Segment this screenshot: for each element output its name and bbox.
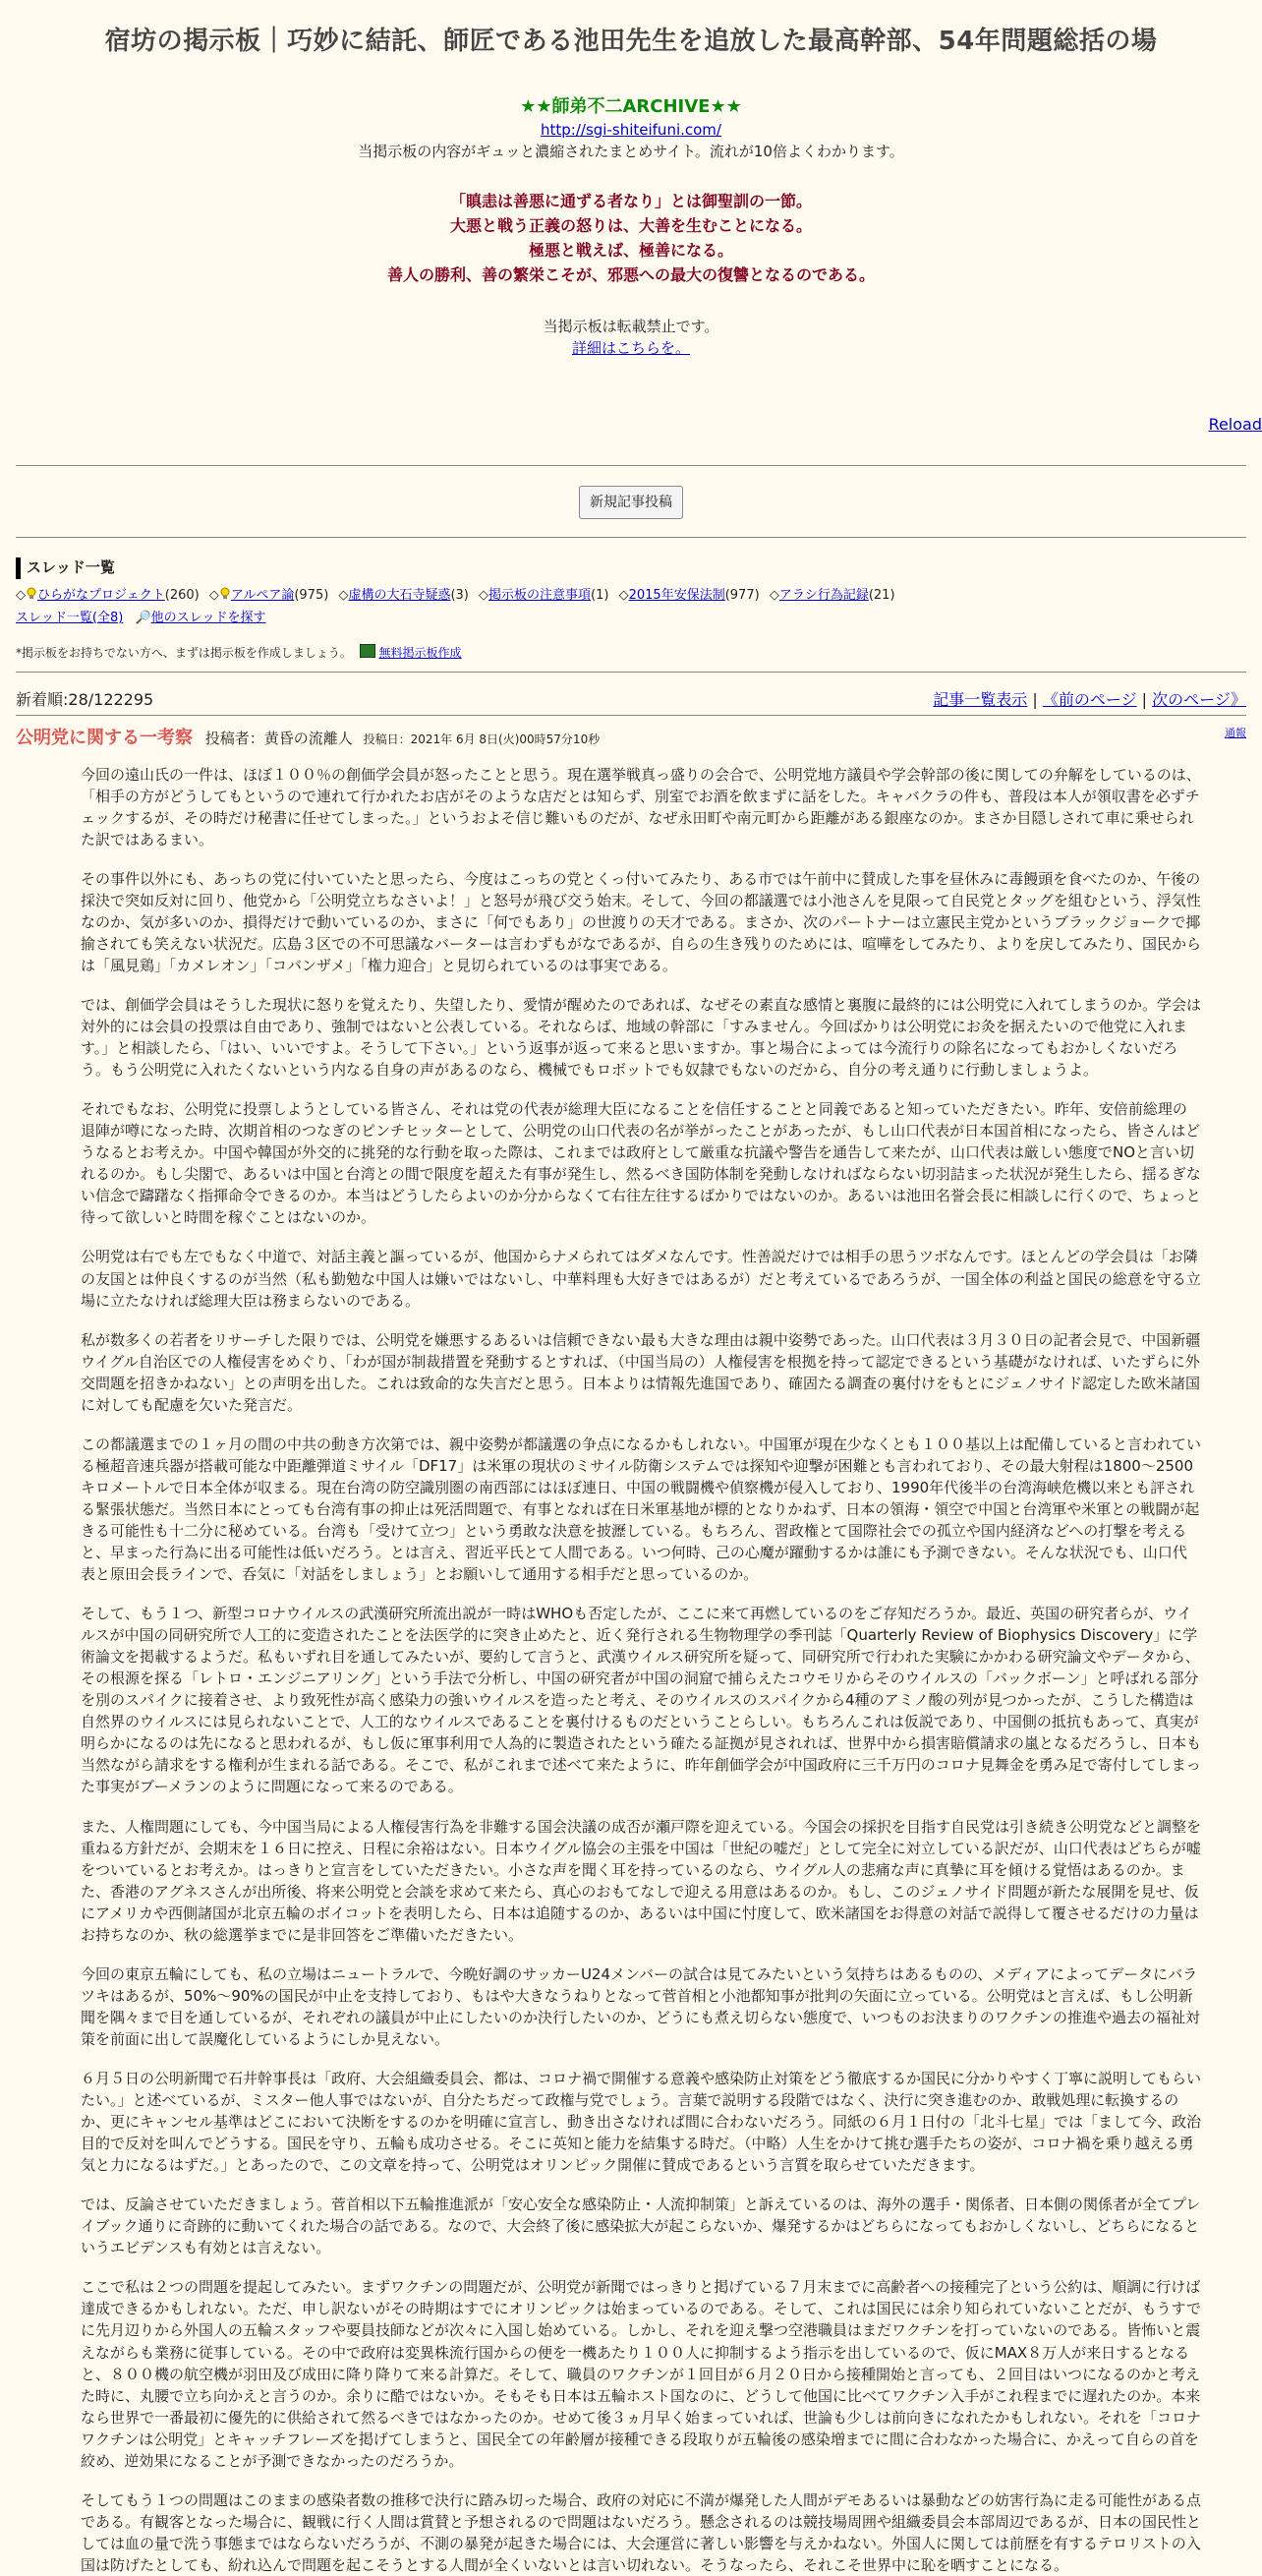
post-paragraph: 今回の東京五輪にしても、私の立場はニュートラルで、今晩好調のサッカーU24メンバーの試合は見てみたいという気持ちはあるものの、メディアによってデータにバラツキはあるが、50%～90%の国民が中止を支持しており、もはや大きなうねりとなって菅首相と小池都知事が批判の矢面に立っている。公明党はと言えば、もし公明新聞を隅々まで目を通しているが、それぞれの議員が中止にしたいのか決行したいのか、どうにも煮え切らない態度で、いつものお決まりのワクチンの推進や過去の福祉対策を前面に出して誤魔化しているようにしか見えない。	[81, 1964, 1200, 2048]
search-icon: 🔎	[135, 611, 151, 626]
page-title: 宿坊の掲示板｜巧妙に結託、師匠である池田先生を追放した最高幹部、54年問題総括の場	[104, 27, 1158, 56]
thread-list	[16, 587, 1246, 628]
prev-page-link[interactable]: 《前のページ	[1042, 690, 1137, 710]
author-name: 黄昏の流離人	[263, 730, 353, 748]
post-paragraph: 公明党は右でも左でもなく中道で、対話主義と謳っているが、他国からナメられてはダメなんです。性善説だけでは相手の思うツボなんです。ほとんどの学会員は「お隣の友国とは仲良くするのが当然（私も勤勉な中国人は嫌いではないし、中華料理も大好きではあるが）だと考えているであろうが、一国全体の利益と国民の総意を守る立場に立たなければ総理大臣は務まらないのである。	[81, 1248, 1201, 1310]
thread-link[interactable]: アラシ行為記録	[778, 588, 869, 604]
post-paragraph: 私が数多くの若者をリサーチした限りでは、公明党を嫌悪するあるいは信頼できない最も大きな理由は親中姿勢であった。山口代表は３月３０日の記者会見で、中国新疆ウイグル自治区での人権侵害をめぐり、「わが国が制裁措置を発動するとすれば、（中国当局の）人権侵害を根拠を持って認定できるという基礎がなければ、いたずらに外交問題を招きかねない」との声明を出した。これは致命的な失言だと思う。日本よりは情報先進国であり、確固たる調査の裏付けをもとにジェノサイド認定した欧米諸国に対しても配慮を欠いた発言だ。	[81, 1330, 1201, 1414]
archive-description: 当掲示板の内容がギュッと濃縮されたまとめサイト。流れが10倍よくわかります。	[358, 142, 904, 160]
divider	[16, 672, 1246, 673]
thread-item: ◇ アルペア論(975)	[208, 588, 329, 604]
thread-item: ◇2015年安保法制(977)	[618, 588, 760, 604]
post-paragraph: そしてもう１つの問題はこのままの感染者数の推移で決行に踏み切った場合、政府の対応に不満が爆発した人間がデモあるいは暴動などの妨害行為に走る可能性がある点である。有観客となった場合に、観戦に行く人間は賞賛と予想されるので問題はないだろう。懸念されるのは競技場周囲や組織委員会本部周辺であるが、日本の国民性としては血の量で洗う事態まではならないだろうが、不測の暴発が起きた場合には、大会運営に著しい影響を与えかねない。外国人に関しては前歴を有するテロリストの入国は防げたとしても、紛れ込んで問題を起こそうとする人間が全くいないとは言い切れない。そうなったら、それこそ世界中に恥を晒すことになる。	[81, 2490, 1202, 2574]
notice-detail-link[interactable]: 詳細はこちらを。	[571, 339, 690, 358]
thread-item: ◇虚構の大石寺疑惑(3)	[338, 588, 469, 604]
report-link[interactable]: 通報	[1225, 727, 1246, 740]
post-paragraph: では、反論させていただきましょう。菅首相以下五輪推進派が「安心安全な感染防止・人流抑制策」と訴えているのは、海外の選手・関係者、日本側の関係者が全てプレイブック通りに奇跡的に動いてくれた場合の話である。なので、大会終了後に感染拡大が起こらないか、爆発するかはどちらになってもおかしくないし、どちらになるというエビデンスも有効とは言えない。	[81, 2195, 1201, 2257]
all-threads-link[interactable]: スレッド一覧(全8)	[16, 611, 124, 626]
promo-text: *掲示板をお持ちでない方へ、まずは掲示板を作成しましょう。	[16, 645, 352, 660]
post-paragraph: また、人権問題にしても、今中国当局による人権侵害行為を非難する国会決議の成否が瀬戸際を迎えている。今国会の採択を目指す自民党は引き続き公明党などと調整を重ねる方針だが、会期末を１６日に控え、日程に余裕はない。日本ウイグル協会の主張を中国は「世紀の嘘だ」として完全に対立している訳だが、山口代表はどちらが嘘をついているとお考えか。はっきりと宣言をしていただきたい。小さな声を聞く耳を持っているのなら、ウイグル人の悲痛な声に真摯に耳を傾ける覚悟はあるのか。また、香港のアグネスさんが出所後、将来公明党と会談を求めて来たら、真心のおもてなしで迎える用意はあるのか。もし、このジェノサイド問題が新たな展開を見せ、仮にアメリカや西側諸国が北京五輪のボイコットを表明したら、日本は追随するのか、あるいは中国に忖度して、欧米諸国をお得意の対話で説得して覆させるだけの力量はお持ちなのか、秋の総選挙までに是非回答をご準備いただきたい。	[81, 1817, 1202, 1944]
reload-link[interactable]: Reload	[1208, 414, 1262, 434]
notice-text: 当掲示板は転載禁止です。	[543, 318, 719, 336]
archive-link[interactable]: http://sgi-shiteifuni.com/	[541, 120, 721, 139]
divider	[16, 465, 1246, 466]
post-header	[16, 726, 1246, 751]
thread-item: ◇掲示板の注意事項(1)	[479, 588, 609, 604]
quote-line: 「瞋恚は善悪に通ずる者なり」とは御聖訓の一節。	[449, 192, 812, 211]
post-paragraph: そして、もう１つ、新型コロナウイルスの武漢研究所流出説が一時はWHOも否定したが、ここに来て再燃しているのをご存知だろうか。最近、英国の研究者らが、ウイルスが中国の同研究所で人工的に変造されたことを法医学的に突き止めたと、近く発行される生物物理学の季刊誌「Quarterly Review of Biophysics Discovery」に学術論文を掲載するようだ。私もいずれ目を通してみたいが、要約して言うと、武漢ウイルス研究所を疑って、同研究所で行われた実験にかかわる研究論文やデータから、その根源を探る「レトロ・エンジニアリング」という手法で分析し、中国の研究者が中国の洞窟で捕らえたコウモリからそのウイルスの「バックボーン」と呼ばれる部分を別のスパイクに接着させ、より致死性が高く感染力の強いウイルスを造ったと考え、そのウイルスのスパイクから4種のアミノ酸の列が見つかったが、こうした構造は自然界のウイルスには見られないことで、人工的なウイルスであることを裏付けるものだということらしい。もちろんこれは仮説であり、中国側の抵抗もあって、真実が明らかになるのは先になると思われるが、もし仮に軍事利用で人為的に製造されたという確たる証拠が見されれば、世界中から損害賠償請求の嵐となるだろうし、日本も当然ながら請求をする権利が生まれる話である。そこで、私がこれまで述べて来たように、昨年創価学会が中国政府に三千万円のコロナ見舞金を勇み足で寄付してしまった事実がブーメランのように問題になって来るのである。	[81, 1605, 1202, 1796]
new-post-button[interactable]: 新規記事投稿	[579, 486, 683, 519]
quote-line: 大悪と戦う正義の怒りは、大善を生むことになる。	[449, 216, 812, 236]
post-paragraph: その事件以外にも、あっちの党に付いていたと思ったら、今度はこっちの党とくっ付いてみたり、ある市では午前中に賛成した事を昼休みに毒饅頭を食べたのか、午後の採決で突如反対に回り、他党から「公明党立ちなさいよ！」と怒号が飛び交う始末。そして、今回の都議選では小池さんを見限って自民党とタッグを組むという、浮気性なのか、気が多いのか、損得だけで動いているのか、まさに「何でもあり」の世渡りの天才である。まさか、次のパートナーは立憲民主党かというブラックジョークで揶揄されても笑えない状況だ。広島３区での不可思議なバーターは言わずもがなであるが、自らの生き残りのためには、喧嘩をしてみたり、よりを戻してみたり、国民からは「風見鶏」「カメレオン」「コバンザメ」「権力迎合」と見切られているのは事実である。	[81, 869, 1202, 974]
pagination-bar: 新着順:28/122295 記事一覧表示 | 《前のページ | 次のページ》	[16, 688, 1246, 711]
post-body	[16, 764, 1246, 2576]
post-title: 公明党に関する一考察	[16, 728, 193, 749]
thread-link[interactable]: 掲示板の注意事項	[488, 588, 592, 604]
lightbulb-icon	[26, 587, 37, 601]
thread-link[interactable]: ひらがなプロジェクト	[37, 588, 165, 604]
thread-link[interactable]: アルペア論	[230, 588, 295, 604]
quote-line: 極悪と戦えば、極善になる。	[528, 240, 733, 260]
article-list-link[interactable]: 記事一覧表示	[933, 690, 1028, 710]
archive-title: ★★師弟不二ARCHIVE★★	[520, 95, 742, 117]
new-order-count: 新着順:28/122295	[16, 690, 154, 710]
divider	[16, 537, 1246, 538]
thread-link[interactable]: 虚構の大石寺疑惑	[348, 588, 451, 604]
post-paragraph: この都議選までの１ヶ月の間の中共の動き方次第では、親中姿勢が都議選の争点になるかもしれない。中国軍が現在少なくとも１００基以上は配備していると言われている極超音速兵器が搭載可能な中距離弾道ミサイル「DF17」は米軍の現状のミサイル防衛システムでは探知や迎撃が困難とも言われており、その最大射程は1800～2500キロメートルで日本全体が収まる。現在台湾の防空識別圏の南西部にはほぼ連日、中国の戦闘機や偵察機が侵入しており、1990年代後半の台湾海峡危機以来とも評される緊張状態だ。当然日本にとっても台湾有事の抑止は死活問題で、有事となれば在日米軍基地が標的となりかねず、日本の領海・領空で中国と台湾軍や米軍との戦闘が起きる可能性も十二分に秘めている。台湾も「受けて立つ」という勇敢な決意を披瀝している。もちろん、習政権とて国際社会での孤立や国内経済などへの打撃を考えると、早まった行為に出る可能性は低いだろう。とは言え、習近平氏とて人間である。いつ何時、己の心魔が躍動するかは誰にも予測できない。そんな状況でも、山口代表と原田会長ラインで、呑気に「対話をしましょう」とお願いして通用する相手だと思っているのか。	[81, 1434, 1202, 1584]
thread-link[interactable]: 2015年安保法制	[628, 588, 725, 604]
promo-row	[16, 644, 1246, 662]
post-paragraph: ６月５日の公明新聞で石井幹事長は「政府、大会組織委員会、都は、コロナ禍で開催する意義や感染防止対策をどう徹底するか国民に分かりやすく丁寧に説明してもらいたい。」と述べているが、ミスター他人事ではないが、自分たちだって政権与党でしょう。言葉で説明する段階ではなく、決行に突き進むのか、敢戦処理に転換するのか、更にキャンセル基準はどこにおいて決断をするのかを明確に宣言し、動き出さなければ間に合わないだろう。同紙の６月１日付の「北斗七星」では「まして今、政治目的で反対を叫んでどうする。国民を守り、五輪も成功させる。そこに英知と能力を結集する時だ。（中略）人生をかけて挑む選手たちの姿が、コロナ禍を乗り越える勇気と力になるはずだ。」とあったので、この文章を持って、公明党はオリンピック開催に賛成であるという言質を取らせていただきます。	[81, 2070, 1202, 2175]
thread-list-heading: スレッド一覧	[16, 557, 1246, 579]
next-page-link[interactable]: 次のページ》	[1152, 690, 1246, 710]
lightbulb-icon	[219, 587, 231, 601]
find-threads-link[interactable]: 他のスレッドを探す	[150, 611, 266, 626]
post-paragraph: 今回の遠山氏の一件は、ほぼ１００％の創価学会員が怒ったことと思う。現在選挙戦真っ盛りの会合で、公明党地方議員や学会幹部の後に関しての弁解をしているのは、「相手の方がどうしてもというので連れて行かれたお店がそのような店だとは知らず、別室でお酒を飲まずに話をした。キャバクラの件も、普段は本人が領収書を必ずチェックするが、その時だけ秘書に任せてしまった。」というおよそ信じ難いものだが、なぜ永田町や南元町から距離がある銀座なのか。まさか目隠しされて車に乗せられた訳ではあるまい。	[81, 765, 1201, 849]
post-paragraph: では、創価学会員はそうした現状に怒りを覚えたり、失望したり、愛情が醒めたのであれば、なぜその素直な感情と裏腹に最終的には公明党に入れてしまうのか。学会は対外的には会員の投票は自由であり、強制ではないと公表している。それならば、地域の幹部に「すみません。今回ばかりは公明党にお灸を据えたいので他党に入れます。」と相談したら、「はい、いいですよ。そうして下さい。」という返事が返って来ると思いますか。事と場合によっては今流行りの除名になってもおかしくないだろう。もう公明党に入れたくないという内なる自身の声があるのなら、機械でもロボットでも奴隷でもないのだから、自分の考え通りに行動しましょうよ。	[81, 995, 1202, 1080]
post-date: 投稿日：2021年 6月 8日(火)00時57分10秒	[363, 732, 601, 747]
divider	[16, 715, 1246, 716]
post-paragraph: ここで私は２つの問題を提起してみたい。まずワクチンの問題だが、公明党が新聞ではっきりと掲げている７月末までに高齢者への接種完了という公約は、順調に行けば達成できるかもしれない。ただ、申し訳ないがその時期はすでにオリンピックは始まっているのである。そして、これは国民には余り知られていないことだが、もうすでに先月辺りから外国人の五輪スタッフや要員技師などが次々に入国し始めている。しかし、それを迎え撃つ空港職員はまだワクチンを打っていないのである。皆怖いと震えながらも業務に従事している。その中で政府は変異株流行国からの便を一機あたり１００人に抑制するよう指示を出しているので、仮にMAX８万人が来日するとなると、８００機の航空機が羽田及び成田に降り降りて来る計算だ。そして、職員のワクチンが１回目が６月２０日から接種開始と言っても、２回目はいつになるのかと考えた時に、丸腰で立ち向かえと言うのか。余りに酷ではないか。そもそも日本は五輪ホスト国なのに、どうして他国に比べてワクチン入手がこれ程までに遅れたのか。本来なら世界で一番最初に優先的に供給されて然るべきではなかったのか。せめて後３ヵ月早く始まっていれば、世論も少しは前向きになれたかもしれない。それを「コロナワクチンは公明党」とキャッチフレーズを掲げてしまうと、国民全ての年齢層が接種できる段取りが五輪後の感染増までに間に合わなかった場合に、かえって自らの首を絞め、逆効果になることが予測できなかったのだろうか。	[81, 2278, 1202, 2470]
author-label: 投稿者：	[204, 730, 264, 748]
quote-line: 善人の勝利、善の繁栄こそが、邪悪への最大の復讐となるのである。	[386, 264, 875, 284]
board-icon	[360, 644, 375, 658]
quote-block	[16, 190, 1246, 287]
create-board-link[interactable]: 無料掲示板作成	[378, 645, 462, 660]
thread-item: ◇ ひらがなプロジェクト(260)	[16, 588, 200, 604]
post-paragraph: それでもなお、公明党に投票しようとしている皆さん、それは党の代表が総理大臣になることを信任することと同義であると知っていただきたい。昨年、安倍前総理の退陣が噂になった時、次期首相のつなぎのピンチヒッターとして、公明党の山口代表の名が挙がったことがあったが、もし山口代表が日本国首相になったら、皆さんはどうなるとお考えか。中国や韓国が外交的に挑発的な行動を取った際は、これまでは政府として厳重な抗議や警告を通告して来たが、山口代表は厳しい態度でNOと言い切れるのか。もし尖閣で、あるいは中国と台湾との間で限度を超えた有事が発生し、然るべき国防体制を発動しなければならない切羽詰まった状況が発生したら、揺るぎない信念で躊躇なく指揮命令できるのか。本当はどうしたらよいのか分からなくて右往左往するばかりではないのか。あるいは池田名誉会長に相談しに行くので、ちょっと待って欲しいと時間を稼ぐことはないのか。	[81, 1100, 1201, 1227]
thread-item: ◇アラシ行為記録(21)	[769, 588, 895, 604]
